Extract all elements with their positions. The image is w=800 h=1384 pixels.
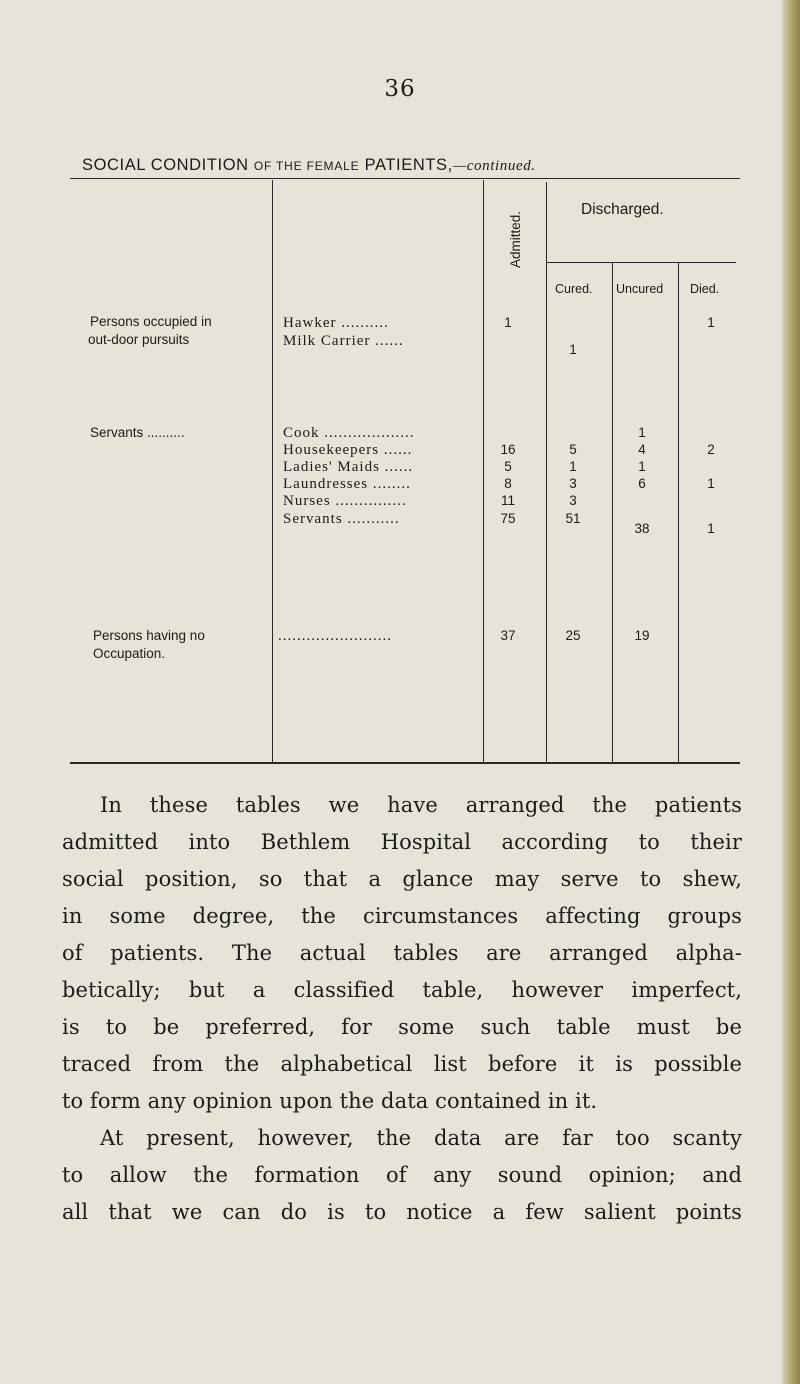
header-admitted: Admitted. xyxy=(508,210,523,268)
admitted-cell: 75 xyxy=(500,511,516,526)
page-edge-shadow xyxy=(782,0,800,1384)
died-cell: 1 xyxy=(707,521,715,536)
column-rule-died xyxy=(678,262,679,762)
title-part-continued: —continued. xyxy=(452,158,536,174)
title-part-main: SOCIAL CONDITION xyxy=(82,156,249,174)
body-line: in some degree, the circumstances affecting groups xyxy=(62,904,742,928)
group-label-no-occupation: Persons having no Occupation. xyxy=(93,628,205,661)
uncured-cell: 1 xyxy=(638,459,646,474)
table-top-rule xyxy=(70,178,740,179)
occupation-cell: Nurses ............... xyxy=(283,493,407,509)
group-label-servants: Servants .......... xyxy=(90,425,185,440)
header-died: Died. xyxy=(690,282,720,296)
column-rule-cured xyxy=(546,182,547,762)
occupation-cell: Housekeepers ...... xyxy=(283,442,413,458)
column-rule-uncured xyxy=(612,262,613,762)
occupation-cell: ........................ xyxy=(278,628,392,644)
cured-cell: 1 xyxy=(569,459,577,474)
body-line: of patients. The actual tables are arranged alpha- xyxy=(62,941,742,965)
died-cell: 1 xyxy=(707,476,715,491)
cured-cell: 3 xyxy=(569,476,577,491)
body-line: social position, so that a glance may serve to shew, xyxy=(62,867,742,891)
cured-cell: 51 xyxy=(565,511,581,526)
body-line: to allow the formation of any sound opinion; and xyxy=(62,1163,742,1187)
table-bottom-rule xyxy=(70,762,740,764)
occupation-cell: Hawker .......... xyxy=(283,315,389,331)
header-uncured: Uncured xyxy=(616,282,664,296)
occupation-cell: Cook ................... xyxy=(283,425,415,441)
cured-cell: 25 xyxy=(565,628,581,643)
discharged-header-rule xyxy=(546,262,736,263)
title-part-small-caps: OF THE FEMALE xyxy=(253,159,360,173)
running-title xyxy=(82,156,536,175)
body-line: to form any opinion upon the data contained in it. xyxy=(62,1089,598,1113)
cured-cell: 1 xyxy=(569,342,577,357)
column-rule-occupation xyxy=(272,180,273,762)
header-cured: Cured. xyxy=(555,282,593,296)
page-number: 36 xyxy=(384,76,416,102)
uncured-cell: 6 xyxy=(638,476,646,491)
occupation-cell: Milk Carrier ...... xyxy=(283,333,404,349)
died-cell: 2 xyxy=(707,442,715,457)
body-line: admitted into Bethlem Hospital according to their xyxy=(62,830,742,854)
occupation-cell: Servants ........... xyxy=(283,511,400,527)
admitted-cell: 1 xyxy=(504,315,512,330)
body-line: In these tables we have arranged the patients xyxy=(100,793,742,817)
admitted-cell: 11 xyxy=(500,493,515,508)
column-rule-admitted xyxy=(483,180,484,762)
cured-cell: 3 xyxy=(569,493,577,508)
admitted-cell: 37 xyxy=(500,628,516,643)
body-line: is to be preferred, for some such table must be xyxy=(62,1015,742,1039)
body-line: all that we can do is to notice a few salient points xyxy=(62,1200,742,1224)
admitted-cell: 5 xyxy=(504,459,512,474)
admitted-cell: 16 xyxy=(500,442,516,457)
body-line: At present, however, the data are far too scanty xyxy=(100,1126,742,1150)
body-line: traced from the alphabetical list before it is possible xyxy=(62,1052,742,1076)
admitted-cell: 8 xyxy=(504,476,512,491)
group-label-outdoor: Persons occupied in out-door pursuits xyxy=(88,314,212,347)
died-cell: 1 xyxy=(707,315,715,330)
uncured-cell: 38 xyxy=(634,521,650,536)
uncured-cell: 4 xyxy=(638,442,646,457)
title-part-patients: PATIENTS, xyxy=(364,156,453,174)
occupation-cell: Laundresses ........ xyxy=(283,476,411,492)
uncured-cell: 1 xyxy=(638,425,646,440)
body-paragraphs xyxy=(62,787,742,1231)
uncured-cell: 19 xyxy=(634,628,650,643)
header-discharged: Discharged. xyxy=(581,201,664,218)
body-line: betically; but a classified table, however imperfect, xyxy=(62,978,742,1002)
cured-cell: 5 xyxy=(569,442,577,457)
occupation-cell: Ladies' Maids ...... xyxy=(283,459,414,475)
